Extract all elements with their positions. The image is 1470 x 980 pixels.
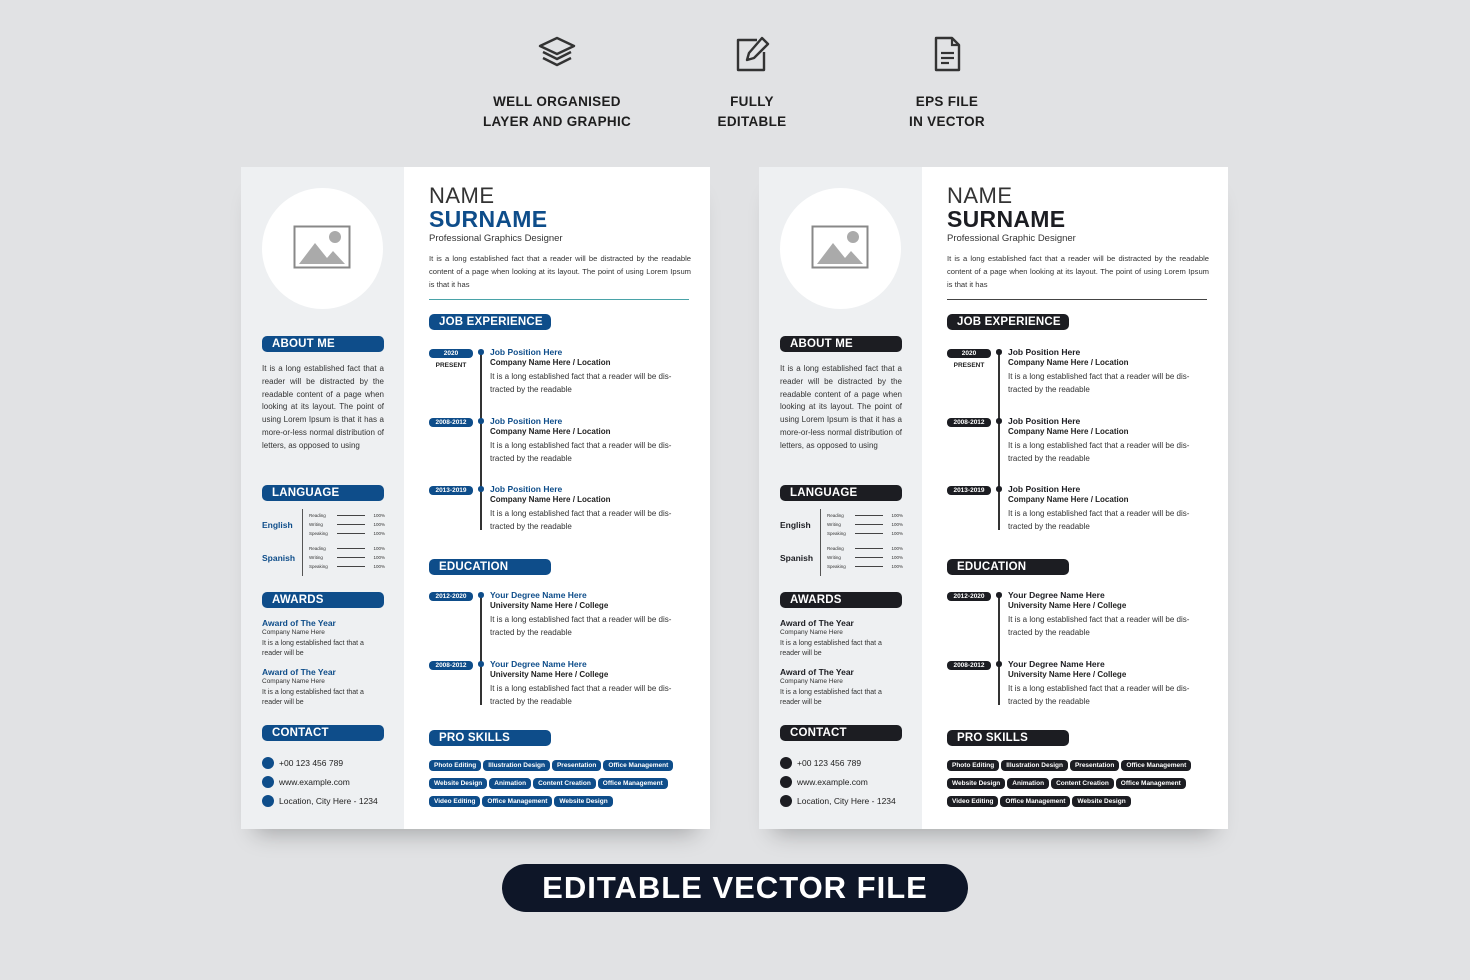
education-school: University Name Here / College [490,670,609,679]
education-heading: EDUCATION [429,559,551,575]
image-placeholder-icon [293,225,351,269]
language-heading: LANGUAGE [262,485,384,501]
skill-tag: Office Management [1121,760,1191,771]
skill-label: Reading [827,546,844,551]
skill-tag: Presentation [552,760,601,771]
language-skill [827,511,903,520]
feature-eps [847,34,1047,132]
language-skill [827,529,903,538]
experience-title: Job Position Here [490,484,563,494]
award-item [262,618,384,658]
language-item [262,544,386,574]
experience-date: 2008-2012 [947,418,991,427]
education-description: It is a long established fact that a reader will be dis- tracted by the readable [490,615,672,637]
feature-line1: FULLY [730,94,774,109]
language-heading: LANGUAGE [780,485,902,501]
experience-date-sub: PRESENT [953,362,985,369]
skill-label: Reading [827,513,844,518]
skill-bar [855,533,883,534]
language-skill [827,544,903,553]
education-title: Your Degree Name Here [1008,659,1105,669]
skill-bar [855,566,883,567]
education-timeline [998,593,1000,705]
contact-heading: CONTACT [262,725,384,741]
experience-title: Job Position Here [1008,484,1081,494]
skill-label: Reading [309,546,326,551]
timeline-dot [478,418,484,424]
photo-placeholder [262,188,383,309]
experience-date-sub: PRESENT [435,362,467,369]
experience-description: It is a long established fact that a reader will be dis- tracted by the readable [1008,372,1190,394]
experience-company: Company Name Here / Location [1008,495,1129,504]
award-description: It is a long established fact that a reader will be [780,640,882,657]
feature-layers [457,34,657,132]
contact-phone [262,756,402,770]
language-skill [827,553,903,562]
feature-editable [652,34,852,132]
award-item [780,618,902,658]
photo-placeholder [780,188,901,309]
language-item [262,511,386,541]
job-experience-heading: JOB EXPERIENCE [947,314,1069,330]
timeline-dot [996,661,1002,667]
skill-tag: Content Creation [1051,778,1114,789]
language-skill [309,529,385,538]
experience-company: Company Name Here / Location [490,495,611,504]
globe-icon [780,776,792,788]
skill-label: Speaking [309,564,328,569]
contact-heading: CONTACT [780,725,902,741]
skill-tag: Office Management [598,778,668,789]
language-skill [827,520,903,529]
first-name: NAME [947,183,1013,208]
skill-bar [855,548,883,549]
awards-heading: AWARDS [780,592,902,608]
education-title: Your Degree Name Here [490,659,587,669]
education-date: 2008-2012 [429,661,473,670]
award-company: Company Name Here [780,678,843,685]
experience-date: 2013-2019 [947,486,991,495]
last-name: SURNAME [947,206,1066,232]
contact-location [262,794,402,808]
first-name: NAME [429,183,495,208]
contact-text: www.example.com [797,777,868,787]
skill-tag: Office Management [603,760,673,771]
intro-divider [947,299,1207,300]
education-description: It is a long established fact that a reader will be dis- tracted by the readable [490,684,672,706]
language-skill [309,562,385,571]
language-skill [309,511,385,520]
pro-skills-list [429,760,699,814]
skill-label: Writing [827,522,841,527]
timeline-dot [478,592,484,598]
experience-company: Company Name Here / Location [490,427,611,436]
skill-tag: Website Design [947,778,1005,789]
skill-tag: Content Creation [533,778,596,789]
skill-label: Speaking [827,564,846,569]
skill-percent: 100% [891,522,903,527]
contact-location [780,794,920,808]
contact-text: www.example.com [279,777,350,787]
location-icon [780,795,792,807]
award-item [780,667,902,707]
experience-title: Job Position Here [1008,416,1081,426]
phone-icon [780,757,792,769]
award-company: Company Name Here [780,629,843,636]
skill-tag: Website Design [429,778,487,789]
phone-icon [262,757,274,769]
experience-date: 2020 [429,349,473,358]
award-title: Award of The Year [262,667,336,677]
about-me-text: It is a long established fact that a reader will be distracted by the readable content of a page when looking at its layout. The point of using Lorem Ipsum is that it has a more-or-less normal distribution of letters, as opposed to using [780,364,902,450]
timeline-dot [478,661,484,667]
education-school: University Name Here / College [1008,670,1127,679]
language-item [780,511,904,541]
skill-tag: Video Editing [429,796,480,807]
skill-percent: 100% [373,513,385,518]
experience-description: It is a long established fact that a reader will be dis- tracted by the readable [490,372,672,394]
award-description: It is a long established fact that a reader will be [780,689,882,706]
globe-icon [262,776,274,788]
image-placeholder-icon [811,225,869,269]
experience-description: It is a long established fact that a reader will be dis- tracted by the readable [1008,441,1190,463]
skill-percent: 100% [373,522,385,527]
document-icon [927,34,967,74]
award-description: It is a long established fact that a reader will be [262,640,364,657]
skill-percent: 100% [891,531,903,536]
skill-label: Writing [309,555,323,560]
timeline-dot [478,349,484,355]
skill-percent: 100% [373,546,385,551]
skill-tag: Website Design [554,796,612,807]
resume-main [922,167,1228,829]
skill-tag: Office Management [482,796,552,807]
experience-company: Company Name Here / Location [1008,358,1129,367]
education-title: Your Degree Name Here [490,590,587,600]
skill-tag: Illustration Design [483,760,550,771]
feature-line2: EDITABLE [717,114,787,129]
about-me-text: It is a long established fact that a reader will be distracted by the readable content of a page when looking at its layout. The point of using Lorem Ipsum is that it has a more-or-less normal distribution of letters, as opposed to using [262,364,384,450]
intro-text: It is a long established fact that a reader will be distracted by the readable content of a page when looking at its layout. The point of using Lorem Ipsum is that it has [429,254,691,290]
contact-website [780,775,920,789]
education-title: Your Degree Name Here [1008,590,1105,600]
contact-phone [780,756,920,770]
experience-date: 2013-2019 [429,486,473,495]
feature-line1: EPS FILE [915,94,979,109]
language-name: English [780,520,811,530]
experience-title: Job Position Here [490,347,563,357]
language-name: English [262,520,293,530]
contact-text: Location, City Here - 1234 [279,796,378,806]
skill-tag: Presentation [1070,760,1119,771]
language-divider [302,509,303,543]
resume-blue [241,167,710,829]
language-skill [309,520,385,529]
skill-percent: 100% [373,564,385,569]
skill-label: Speaking [827,531,846,536]
language-skill [309,544,385,553]
education-school: University Name Here / College [1008,601,1127,610]
experience-description: It is a long established fact that a reader will be dis- tracted by the readable [490,441,672,463]
education-date: 2012-2020 [947,592,991,601]
award-title: Award of The Year [262,618,336,628]
language-skill [309,553,385,562]
skill-tag: Video Editing [947,796,998,807]
contact-website [262,775,402,789]
skill-tag: Animation [489,778,531,789]
skill-tag: Photo Editing [429,760,481,771]
feature-line2: LAYER AND GRAPHIC [482,114,632,129]
intro-text: It is a long established fact that a reader will be distracted by the readable content of a page when looking at its layout. The point of using Lorem Ipsum is that it has [947,254,1209,290]
experience-title: Job Position Here [1008,347,1081,357]
skill-percent: 100% [891,564,903,569]
skill-percent: 100% [891,555,903,560]
editable-vector-banner: EDITABLE VECTOR FILE [502,864,968,912]
skill-bar [855,557,883,558]
award-company: Company Name Here [262,678,325,685]
education-heading: EDUCATION [947,559,1069,575]
education-description: It is a long established fact that a reader will be dis- tracted by the readable [1008,684,1190,706]
skill-tag: Office Management [1000,796,1070,807]
profession: Professional Graphics Designer [429,233,563,244]
resume-main [404,167,710,829]
timeline-dot [996,592,1002,598]
language-item [780,544,904,574]
experience-company: Company Name Here / Location [490,358,611,367]
skill-label: Writing [827,555,841,560]
skill-bar [337,557,365,558]
language-name: Spanish [780,553,814,563]
language-divider [302,542,303,576]
award-title: Award of The Year [780,618,854,628]
intro-divider [429,299,689,300]
skill-tag: Office Management [1116,778,1186,789]
timeline-dot [996,349,1002,355]
skill-label: Reading [309,513,326,518]
skill-percent: 100% [373,555,385,560]
skill-bar [337,524,365,525]
feature-line1: WELL ORGANISED [493,94,621,109]
layers-icon [537,34,577,74]
profession: Professional Graphic Designer [947,233,1076,244]
resume-sidebar [241,167,404,829]
timeline-dot [996,418,1002,424]
award-title: Award of The Year [780,667,854,677]
language-divider [820,542,821,576]
resume-sidebar [759,167,922,829]
language-name: Spanish [262,553,296,563]
pro-skills-heading: PRO SKILLS [429,730,551,746]
education-date: 2012-2020 [429,592,473,601]
pro-skills-heading: PRO SKILLS [947,730,1069,746]
skill-label: Speaking [309,531,328,536]
skill-bar [855,515,883,516]
skill-bar [337,548,365,549]
feature-line2: IN VECTOR [909,114,985,129]
pro-skills-list [947,760,1217,814]
experience-date: 2020 [947,349,991,358]
education-date: 2008-2012 [947,661,991,670]
skill-tag: Photo Editing [947,760,999,771]
resume-dark [759,167,1228,829]
experience-timeline [998,350,1000,530]
location-icon [262,795,274,807]
experience-company: Company Name Here / Location [1008,427,1129,436]
award-company: Company Name Here [262,629,325,636]
language-skill [827,562,903,571]
skill-bar [855,524,883,525]
contact-text: Location, City Here - 1234 [797,796,896,806]
award-item [262,667,384,707]
skill-bar [337,533,365,534]
skill-tag: Illustration Design [1001,760,1068,771]
contact-text: +00 123 456 789 [797,758,862,768]
experience-description: It is a long established fact that a reader will be dis- tracted by the readable [1008,509,1190,531]
last-name: SURNAME [429,206,548,232]
education-description: It is a long established fact that a reader will be dis- tracted by the readable [1008,615,1190,637]
awards-heading: AWARDS [262,592,384,608]
experience-date: 2008-2012 [429,418,473,427]
job-experience-heading: JOB EXPERIENCE [429,314,551,330]
experience-title: Job Position Here [490,416,563,426]
skill-bar [337,515,365,516]
timeline-dot [478,486,484,492]
about-me-heading: ABOUT ME [262,336,384,352]
skill-percent: 100% [373,531,385,536]
contact-text: +00 123 456 789 [279,758,344,768]
experience-timeline [480,350,482,530]
skill-percent: 100% [891,546,903,551]
skill-bar [337,566,365,567]
edit-icon [732,34,772,74]
skill-tag: Website Design [1072,796,1130,807]
skill-percent: 100% [891,513,903,518]
language-divider [820,509,821,543]
skill-label: Writing [309,522,323,527]
skill-tag: Animation [1007,778,1049,789]
education-timeline [480,593,482,705]
timeline-dot [996,486,1002,492]
education-school: University Name Here / College [490,601,609,610]
about-me-heading: ABOUT ME [780,336,902,352]
experience-description: It is a long established fact that a reader will be dis- tracted by the readable [490,509,672,531]
award-description: It is a long established fact that a reader will be [262,689,364,706]
